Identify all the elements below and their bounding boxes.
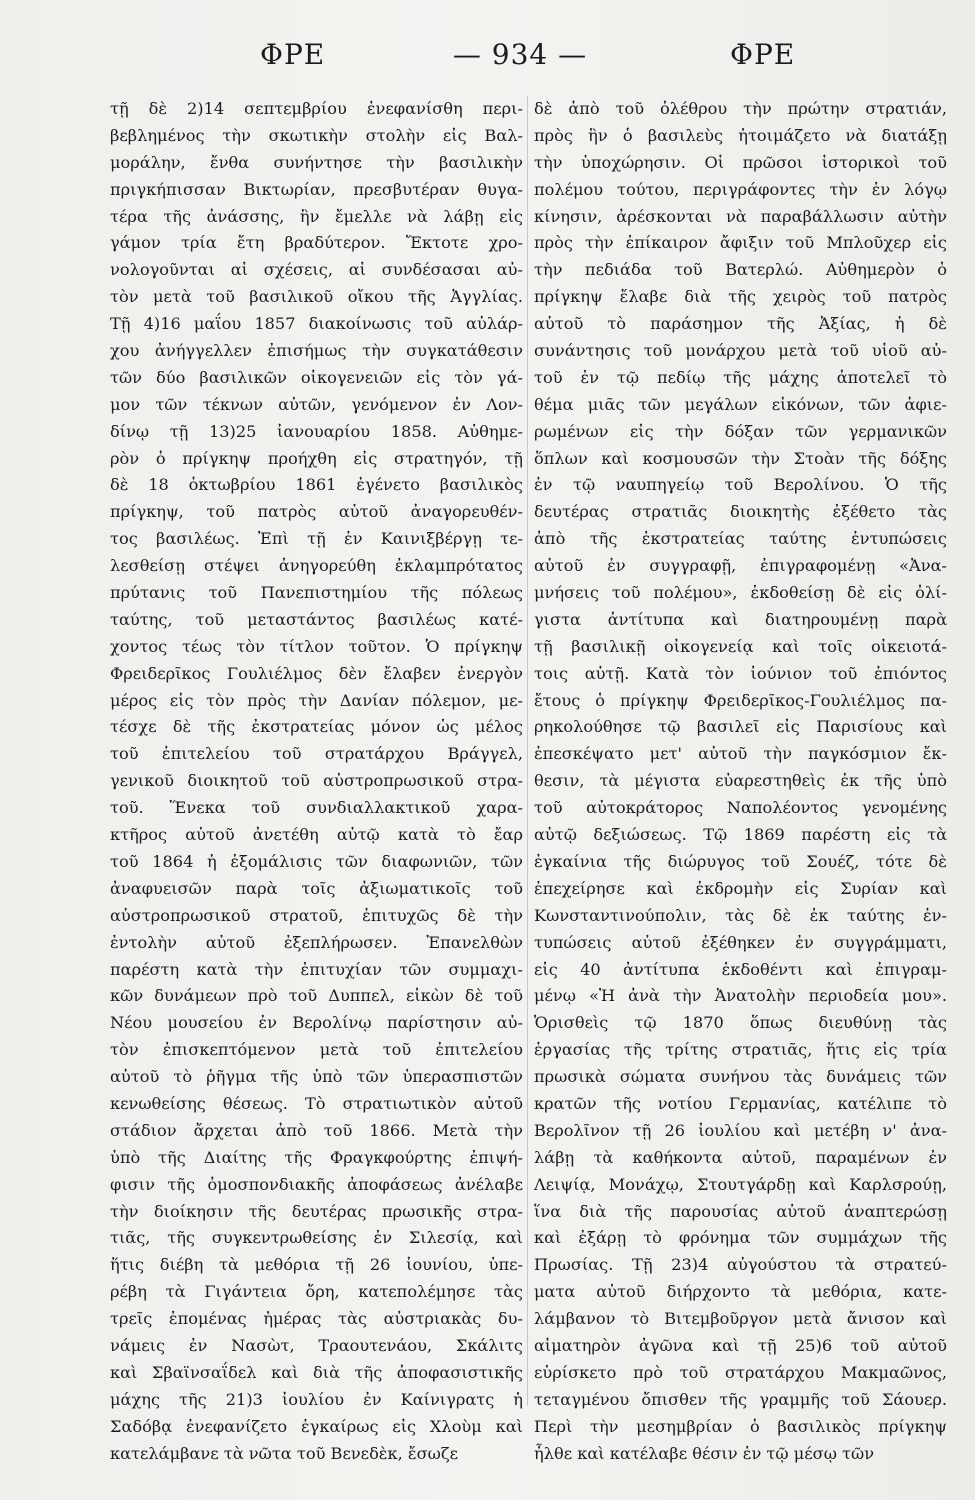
text-line: τὴν διοίκησιν τῆς δευτέρας πρωσικῆς στρα- [110,1201,523,1221]
text-line: θεσιν, τὰ μέγιστα εὐαρεστηθεὶς ἐκ τῆς ὑπὸ [534,771,947,791]
text-line: ἦλθε καὶ κατέλαβε θέσιν ἐν τῷ μέσῳ τῶν [534,1443,875,1463]
text-line: ρέβη τὰ Γιγάντεια ὄρη, κατεπολέμησε τὰς [110,1282,523,1302]
text-line: πρὸς ἣν ὁ βασιλεὺς ἡτοιμάζετο νὰ διατάξῃ [534,125,947,145]
text-line: κτῆρος αὐτοῦ ἀνετέθη αὐτῷ κατὰ τὸ ἔαρ [110,825,523,845]
text-line: Νέου μουσείου ἐν Βερολίνῳ παρίστησιν αὐ- [110,1013,523,1033]
left-column [110,96,523,1467]
text-line: λάμβανον τὸ Βιτεμβοῦργον μετὰ ἄνισον καὶ [534,1309,947,1329]
text-line: δίνῳ τῇ 13)25 ἰανουαρίου 1858. Αὐθημε- [110,421,523,441]
text-line: Περὶ τὴν μεσημβρίαν ὁ βασιλικὸς πρίγκηψ [534,1416,947,1436]
text-line: τυπώσεις αὐτοῦ ἐξέθηκεν ἐν συγγράμματι, [534,932,947,952]
text-line: ὑπὸ τῆς Διαίτης τῆς Φραγκφούρτης ἐπιψή- [110,1147,523,1167]
text-line: γενικοῦ διοικητοῦ τοῦ αὐστροπρωσικοῦ στρα- [110,771,523,791]
text-line: τέσχε δὲ τῆς ἐκστρατείας μόνον ὡς μέλος [110,717,523,737]
text-line: τὴν πεδιάδα τοῦ Βατερλώ. Αὐθημερὸν ὁ [534,260,947,280]
text-line: Βερολῖνον τῇ 26 ἰουλίου καὶ μετέβη ν' ἀνα- [534,1120,947,1140]
text-line: τὸν ἐπισκεπτόμενον μετὰ τοῦ ἐπιτελείου [110,1040,523,1060]
header-right-keyword: ΦΡΕ [730,38,796,71]
text-line: ματα αὐτοῦ διήρχοντο τὰ μεθόρια, κατε- [534,1282,947,1302]
text-line: Λειψίᾳ, Μονάχῳ, Στουτγάρδῃ καὶ Καρλσρούῃ, [534,1174,947,1194]
text-line: μον τῶν τέκνων αὐτῶν, γενόμενον ἐν Λον- [110,394,523,414]
text-line: ἥτις διέβη τὰ μεθόρια τῇ 26 ἰουνίου, ὑπε- [110,1255,523,1275]
text-line: τὴν ὑποχώρησιν. Οἱ πρῶσοι ἱστορικοὶ τοῦ [534,152,947,172]
text-line: πρύτανις τοῦ Πανεπιστημίου τῆς πόλεως [110,583,523,603]
text-line: ἀπὸ τῆς ἐκστρατείας ταύτης ἐντυπώσεις [534,529,947,549]
text-line: στάδιον ἄρχεται ἀπὸ τοῦ 1866. Μετὰ τὴν [110,1120,523,1140]
text-line: αἱματηρὸν ἀγῶνα καὶ τῇ 25)6 τοῦ αὐτοῦ [534,1335,947,1355]
text-line: ἐργασίας τῆς τρίτης στρατιᾶς, ἥτις εἰς τρία [534,1040,947,1060]
text-line: γάμον τρία ἔτη βραδύτερον. Ἔκτοτε χρο- [110,233,523,253]
text-line: ρηκολούθησε τῷ βασιλεῖ εἰς Παρισίους καὶ [534,717,947,737]
text-line: τοῦ ἐν τῷ πεδίῳ τῆς μάχης ἀποτελεῖ τὸ [534,367,947,387]
text-line: ταύτης, τοῦ μεταστάντος βασιλέως κατέ- [110,609,523,629]
text-line: αὐτῷ δεξιώσεως. Τῷ 1869 παρέστη εἰς τὰ [534,825,947,845]
right-column [534,96,947,1467]
header-left-keyword: ΦΡΕ [260,38,326,71]
text-line: τέρα τῆς ἀνάσσης, ἣν ἔμελλε νὰ λάβῃ εἰς [110,206,523,226]
text-line: μέρος εἰς τὸν πρὸς τὴν Δανίαν πόλεμον, με- [110,690,523,710]
text-line: Φρειδερῖκος Γουλιέλμος δὲν ἔλαβεν ἐνεργὸν [110,663,523,683]
text-line: μένῳ «Ἡ ἀνὰ τὴν Ἀνατολὴν περιοδεία μου». [534,986,947,1006]
text-line: ἐντολὴν αὐτοῦ ἐξεπλήρωσεν. Ἐπανελθὼν [110,932,523,952]
text-line: κενωθείσης θέσεως. Τὸ στρατιωτικὸν αὐτοῦ [110,1093,523,1113]
text-line: αὐτοῦ τὸ παράσημον τῆς Ἀξίας, ἡ δὲ [534,314,947,334]
text-line: θέμα μιᾶς τῶν μεγάλων εἰκόνων, τῶν ἀφιε- [534,394,947,414]
text-line: λεσθείσῃ στέψει ἀνηγορεύθη ἐκλαμπρότατος [110,556,523,576]
text-line: Ὁρισθεὶς τῷ 1870 ὅπως διευθύνῃ τὰς [534,1013,947,1033]
page-number: — 934 — [452,38,588,71]
text-line: πρωσικὰ σώματα συνήνου τὰς δυνάμεις τῶν [534,1067,947,1087]
text-line: καὶ Σβαϊνσαΐδελ καὶ διὰ τῆς ἀποφασιστικῆς [110,1362,523,1382]
text-line: Σαδόβᾳ ἐνεφανίζετο ἐγκαίρως εἰς Χλοὺμ καὶ [110,1416,523,1436]
running-header [110,38,890,82]
column-divider [527,96,528,1406]
text-line: κρατῶν τῆς νοτίου Γερμανίας, κατέλιπε τὸ [534,1093,947,1113]
text-line: δευτέρας στρατιᾶς διοικητὴς ἐξέθετο τὰς [534,502,947,522]
text-line: μάχης τῆς 21)3 ἰουλίου ἐν Καίνιγρατς ἡ [110,1389,523,1409]
text-line: παρέστη κατὰ τὴν ἐπιτυχίαν τῶν συμμαχι- [110,959,523,979]
text-line: αὐτοῦ τὸ ῥῆγμα τῆς ὑπὸ τῶν ὑπερασπιστῶν [110,1067,523,1087]
text-line: ἐγκαίνια τῆς διώρυγος τοῦ Σουέζ, τότε δὲ [534,851,947,871]
text-line: γιστα ἀντίτυπα καὶ διατηρουμένῃ παρὰ [534,609,947,629]
text-line: εἰς 40 ἀντίτυπα ἐκδοθέντι καὶ ἐπιγραμ- [534,959,947,979]
text-line: τιᾶς, τῆς συγκεντρωθείσης ἐν Σιλεσίᾳ, καὶ [110,1228,523,1248]
text-line: νολογοῦνται αἱ σχέσεις, αἱ συνδέσασαι αὐ- [110,260,523,280]
text-line: καὶ ἐξάρῃ τὸ φρόνημα τῶν συμμάχων τῆς [534,1228,947,1248]
text-line: ἐπεσκέψατο μετ' αὐτοῦ τὴν παγκόσμιον ἔκ- [534,744,947,764]
text-line: κατελάμβανε τὰ νῶτα τοῦ Βενεδὲκ, ἔσωζε [110,1443,458,1463]
text-line: συνάντησις τοῦ μονάρχου μετὰ τοῦ υἱοῦ αὐ- [534,341,947,361]
text-line: τὸν μετὰ τοῦ βασιλικοῦ οἴκου τῆς Ἀγγλίας. [110,287,523,307]
text-line: ἔτους ὁ πρίγκηψ Φρειδερῖκος-Γουλιέλμος πα- [534,690,947,710]
text-line: πρίγκηψ ἔλαβε διὰ τῆς χειρὸς τοῦ πατρὸς [534,287,947,307]
text-line: ἵνα διὰ τῆς παρουσίας αὐτοῦ ἀναπτερώσῃ [534,1201,947,1221]
text-line: κῶν δυνάμεων πρὸ τοῦ Δυππελ, εἰκὼν δὲ τοῦ [110,986,523,1006]
text-line: τῶν δύο βασιλικῶν οἰκογενειῶν εἰς τὸν γά- [110,367,523,387]
text-line: ρωμένων εἰς τὴν δόξαν τῶν γερμανικῶν [534,421,947,441]
text-line: νάμεις ἐν Νασὼτ, Τραουτενάου, Σκάλιτς [110,1335,523,1355]
text-line: φισιν τῆς ὁμοσπονδιακῆς ἀποφάσεως ἀνέλαβε [110,1174,523,1194]
text-line: ἐν τῷ ναυπηγείῳ τοῦ Βερολίνου. Ὁ τῆς [534,475,947,495]
text-line: Κωνσταντινούπολιν, τὰς δὲ ἐκ ταύτης ἐν- [534,905,947,925]
text-line: βεβλημένος τὴν σκωτικὴν στολὴν εἰς Βαλ- [110,125,523,145]
text-line: αὐστροπρωσικοῦ στρατοῦ, ἐπιτυχῶς δὲ τὴν [110,905,523,925]
text-line: πρὸς τὴν ἐπίκαιρον ἄφιξιν τοῦ Μπλοῦχερ εἰς [534,233,947,253]
text-line: ὅπλων καὶ κοσμουσῶν τὴν Στοὰν τῆς δόξης [534,448,947,468]
text-line: τεταγμένου ὄπισθεν τῆς γραμμῆς τοῦ Σάουερ. [534,1389,947,1409]
text-line: τοῦ 1864 ἡ ἐξομάλισις τῶν διαφωνιῶν, τῶν [110,851,523,871]
text-line: τοις αὐτῇ. Κατὰ τὸν ἰούνιον τοῦ ἐπιόντος [534,663,947,683]
text-line: τος βασιλέως. Ἐπὶ τῇ ἐν Καινιξβέργῃ τε- [110,529,523,549]
text-line: μοράλην, ἔνθα συνήντησε τὴν βασιλικὴν [110,152,523,172]
text-line: μνήσεις τοῦ πολέμου», ἐκδοθείσῃ δὲ εἰς ὀλί- [534,583,947,603]
text-line: δὲ 18 ὀκτωβρίου 1861 ἐγένετο βασιλικὸς [110,475,523,495]
text-line: ἐπεχείρησε καὶ ἐκδρομὴν εἰς Συρίαν καὶ [534,878,947,898]
text-line: πρίγκηψ, τοῦ πατρὸς αὐτοῦ ἀναγορευθέν- [110,502,523,522]
text-line: τρεῖς ἑπομένας ἡμέρας τὰς αὐστριακὰς δυ- [110,1309,523,1329]
text-line: δὲ ἀπὸ τοῦ ὀλέθρου τὴν πρώτην στρατιάν, [534,99,947,118]
text-line: Πρωσίας. Τῇ 23)4 αὐγούστου τὰ στρατεύ- [534,1255,947,1275]
text-line: χοντος τέως τὸν τίτλον τοῦτον. Ὁ πρίγκηψ [110,636,523,656]
text-line: πολέμου τούτου, περιγράφοντες τὴν ἐν λόγῳ [534,179,947,199]
text-line: τοῦ αὐτοκράτορος Ναπολέοντος γενομένης [534,798,947,818]
text-line: τῇ βασιλικῇ οἰκογενείᾳ καὶ τοῖς οἰκειοτά- [534,636,947,656]
text-line: τῇ δὲ 2)14 σεπτεμβρίου ἐνεφανίσθη περι- [110,99,523,118]
text-line: πριγκήπισσαν Βικτωρίαν, πρεσβυτέραν θυγα- [110,179,523,199]
text-line: κίνησιν, ἀρέσκονται νὰ παραβάλλωσιν αὐτὴν [534,206,947,226]
text-line: τοῦ. Ἕνεκα τοῦ συνδιαλλακτικοῦ χαρα- [110,798,523,818]
text-line: χου ἀνήγγελλεν ἐπισήμως τὴν συγκατάθεσιν [110,341,523,361]
text-line: τοῦ ἐπιτελείου τοῦ στρατάρχου Βράγγελ, [110,744,523,764]
text-line: αὐτοῦ ἐν συγγραφῇ, ἐπιγραφομένῃ «Ἀνα- [534,556,947,576]
text-line: ρὸν ὁ πρίγκηψ προήχθη εἰς στρατηγόν, τῇ [110,448,523,468]
text-line: ἀναφυεισῶν παρὰ τοῖς ἀξιωματικοῖς τοῦ [110,878,523,898]
text-line: Τῇ 4)16 μαΐου 1857 διακοίνωσις τοῦ αὐλάρ- [110,314,523,334]
text-line: λάβῃ τὰ καθήκοντα αὐτοῦ, παραμένων ἐν [534,1147,947,1167]
text-line: εὑρίσκετο πρὸ τοῦ στρατάρχου Μακμαῶνος, [534,1362,947,1382]
